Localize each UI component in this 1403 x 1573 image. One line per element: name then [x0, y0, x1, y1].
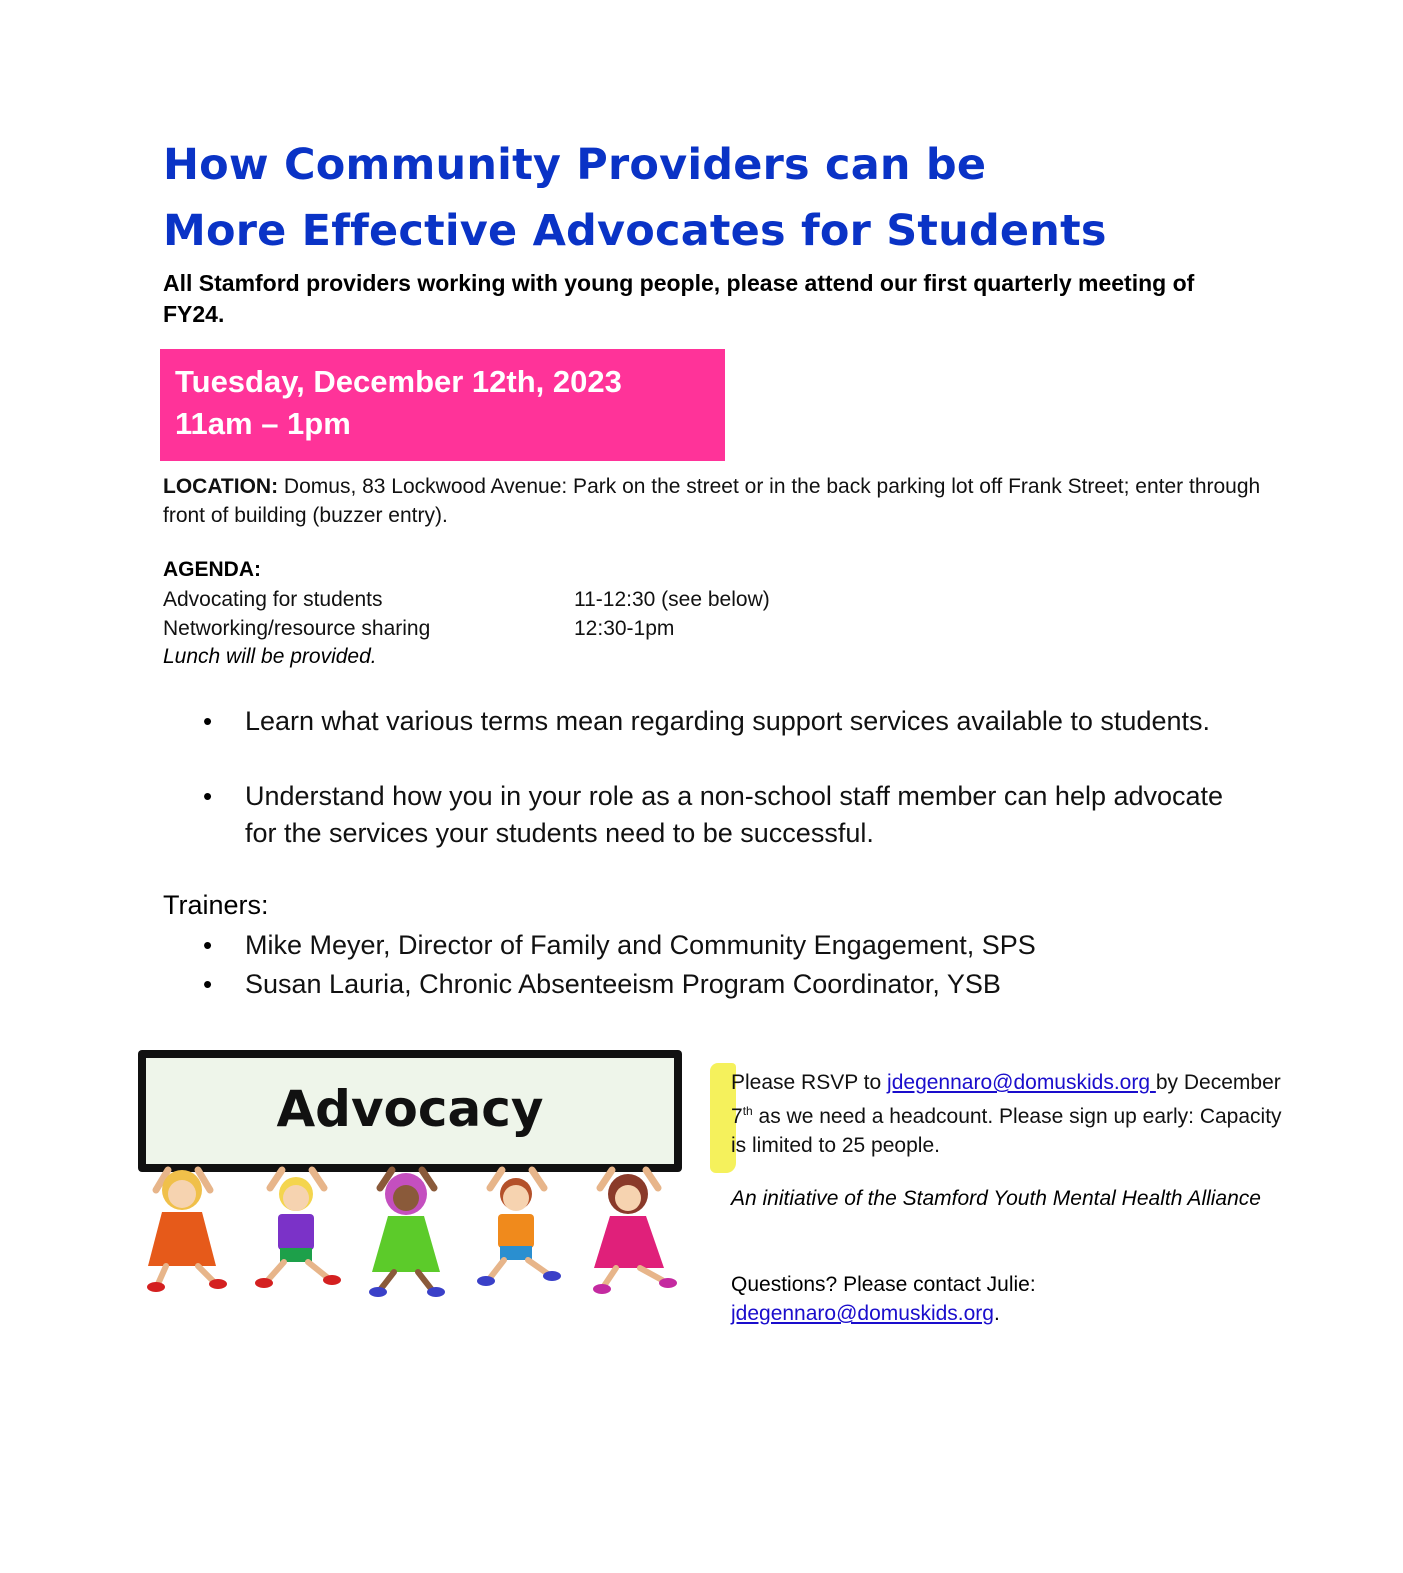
kid-figure — [477, 1170, 561, 1286]
kid-figure — [147, 1170, 227, 1292]
agenda-item-time: 11-12:30 (see below) — [574, 588, 770, 611]
intro-text: All Stamford providers working with young people, please attend our first quarterly meeting of FY24. — [163, 270, 1195, 327]
advocacy-illustration — [118, 1040, 708, 1302]
agenda-item-label: Networking/resource sharing — [163, 617, 431, 640]
bullet-icon: • — [203, 706, 213, 736]
kid-figure — [255, 1170, 341, 1288]
questions-end: . — [993, 1302, 1000, 1325]
trainer-item: Mike Meyer, Director of Family and Community Engagement, SPS — [245, 930, 1036, 960]
location — [163, 472, 1263, 530]
rsvp-sup: th — [742, 1104, 753, 1118]
kid-figure — [593, 1170, 677, 1294]
bullet-icon: • — [203, 969, 213, 999]
title-line-2: More Effective Advocates for Students — [163, 206, 1107, 256]
sign-text: Advocacy — [276, 1080, 544, 1138]
rsvp-email-link[interactable]: jdegennaro@domuskids.org — [887, 1071, 1156, 1094]
agenda-item-time: 12:30-1pm — [574, 617, 675, 640]
event-date: Tuesday, December 12th, 2023 — [175, 364, 622, 399]
bullet-icon: • — [203, 930, 213, 960]
rsvp-after: by December 7 — [731, 1071, 1281, 1128]
trainer-item: Susan Lauria, Chronic Absenteeism Program Coordinator, YSB — [245, 969, 1001, 999]
rsvp-after-2: as we need a headcount. Please sign up early: Capacity is limited to 25 people. — [731, 1105, 1282, 1157]
trainers-heading: Trainers: — [163, 890, 269, 920]
questions-label: Questions? Please contact Julie: — [731, 1273, 1036, 1296]
location-text: Domus, 83 Lockwood Avenue: Park on the street or in the back parking lot off Frank Street; enter through front of building (buzzer entry). — [163, 475, 1261, 527]
title-line-1: How Community Providers can be — [163, 140, 987, 190]
rsvp-text — [731, 1068, 1291, 1160]
date-box — [160, 349, 725, 461]
kid-figure — [369, 1170, 445, 1297]
lunch-note: Lunch will be provided. — [163, 645, 377, 668]
agenda-item-label: Advocating for students — [163, 588, 383, 611]
initiative-text: An initiative of the Stamford Youth Mental Health Alliance — [731, 1187, 1261, 1210]
questions-text — [731, 1270, 1291, 1328]
rsvp-before: Please RSVP to — [731, 1071, 888, 1094]
goal-item: Learn what various terms mean regarding support services available to students. — [245, 706, 1210, 736]
bullet-icon: • — [203, 781, 213, 811]
agenda-heading: AGENDA: — [163, 558, 261, 581]
contact-email-link[interactable]: jdegennaro@domuskids.org — [731, 1302, 994, 1325]
location-label: LOCATION: — [163, 475, 279, 498]
event-time: 11am – 1pm — [175, 406, 351, 441]
goal-item: Understand how you in your role as a non-school staff member can help advocate for the services your students need to be successful. — [245, 781, 1224, 848]
